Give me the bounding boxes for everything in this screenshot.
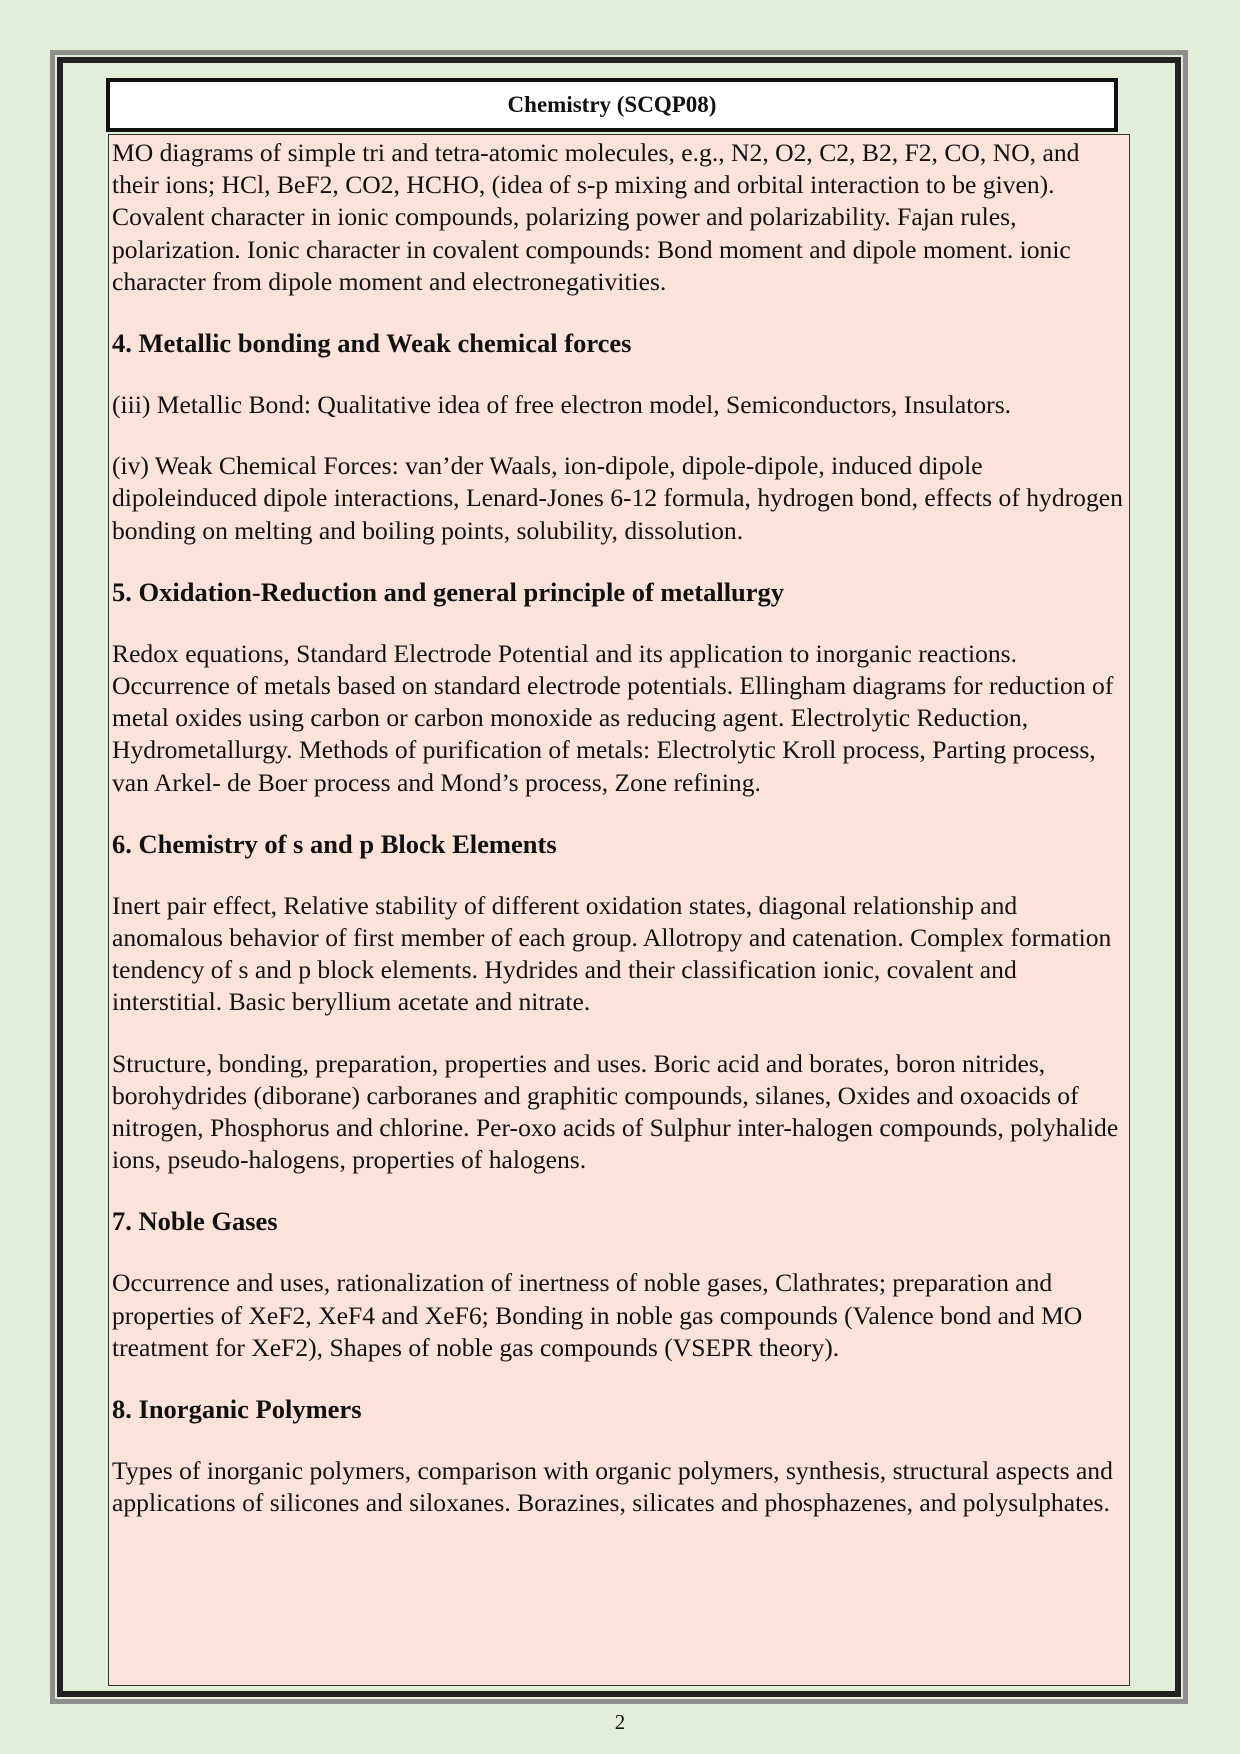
document-title-box — [106, 78, 1118, 132]
section-8-heading: 8. Inorganic Polymers — [112, 1394, 362, 1425]
intro-paragraph: MO diagrams of simple tri and tetra-atomic molecules, e.g., N2, O2, C2, B2, F2, CO, NO, and their ions; HCl, BeF2, CO2, HCHO, (idea of s-p mixing and orbital interaction to be given). Covalent character in ionic compounds, polarizing power and polarizability. Fajan rules, polarization. Ionic character in covalent compounds: Bond moment and dipole moment. ionic character from dipole moment and electronegativities. — [112, 138, 1080, 296]
section-6-paragraph-2: Structure, bonding, preparation, properties and uses. Boric acid and borates, boron nitrides, borohydrides (diborane) carboranes and graphitic compounds, silanes, Oxides and oxoacids of nitrogen, Phosphorus and chlorine. Per-oxo acids of Sulphur inter-halogen compounds, polyhalide ions, pseudo-halogens, properties of halogens. — [112, 1048, 1119, 1175]
section-6-paragraph-1: Inert pair effect, Relative stability of different oxidation states, diagonal relationship and anomalous behavior of first member of each group. Allotropy and catenation. Complex formation tendency of s and p block elements. Hydrides and their classification ionic, covalent and interstitial. Basic beryllium acetate and nitrate. — [112, 890, 1112, 1017]
section-5-paragraph-1: Redox equations, Standard Electrode Potential and its application to inorganic reactions. Occurrence of metals based on standard electrode potentials. Ellingham diagrams for reduction of metal oxides using carbon or carbon monoxide as reducing agent. Electrolytic Reduction, Hydrometallurgy. Methods of purification of metals: Electrolytic Kroll process, Parting process, van Arkel- de Boer process and Mond’s process, Zone refining. — [112, 638, 1114, 797]
section-6-heading: 6. Chemistry of s and p Block Elements — [112, 828, 557, 859]
section-5-heading: 5. Oxidation-Reduction and general principle of metallurgy — [112, 576, 785, 607]
document-title: Chemistry (SCQP08) — [507, 92, 717, 117]
section-7-heading: 7. Noble Gases — [112, 1206, 278, 1237]
section-4-paragraph-1: (iii) Metallic Bond: Qualitative idea of free electron model, Semiconductors, Insulators. — [112, 390, 1012, 420]
page-number: 2 — [614, 1710, 626, 1734]
section-8-paragraph-1: Types of inorganic polymers, comparison with organic polymers, synthesis, structural aspects and applications of silicones and siloxanes. Borazines, silicates and phosphazenes, and polysulphates. — [112, 1456, 1113, 1518]
syllabus-content — [108, 134, 1130, 1686]
section-4-heading: 4. Metallic bonding and Weak chemical forces — [112, 328, 632, 359]
section-4-paragraph-2: (iv) Weak Chemical Forces: van’der Waals, ion-dipole, dipole-dipole, induced dipole dipoleinduced dipole interactions, Lenard-Jones 6-12 formula, hydrogen bond, effects of hydrogen bonding on melting and boiling points, solubility, dissolution. — [112, 451, 1123, 545]
section-7-paragraph-1: Occurrence and uses, rationalization of inertness of noble gases, Clathrates; preparation and properties of XeF2, XeF4 and XeF6; Bonding in noble gas compounds (Valence bond and MO treatment for XeF2), Shapes of noble gas compounds (VSEPR theory). — [112, 1268, 1083, 1362]
